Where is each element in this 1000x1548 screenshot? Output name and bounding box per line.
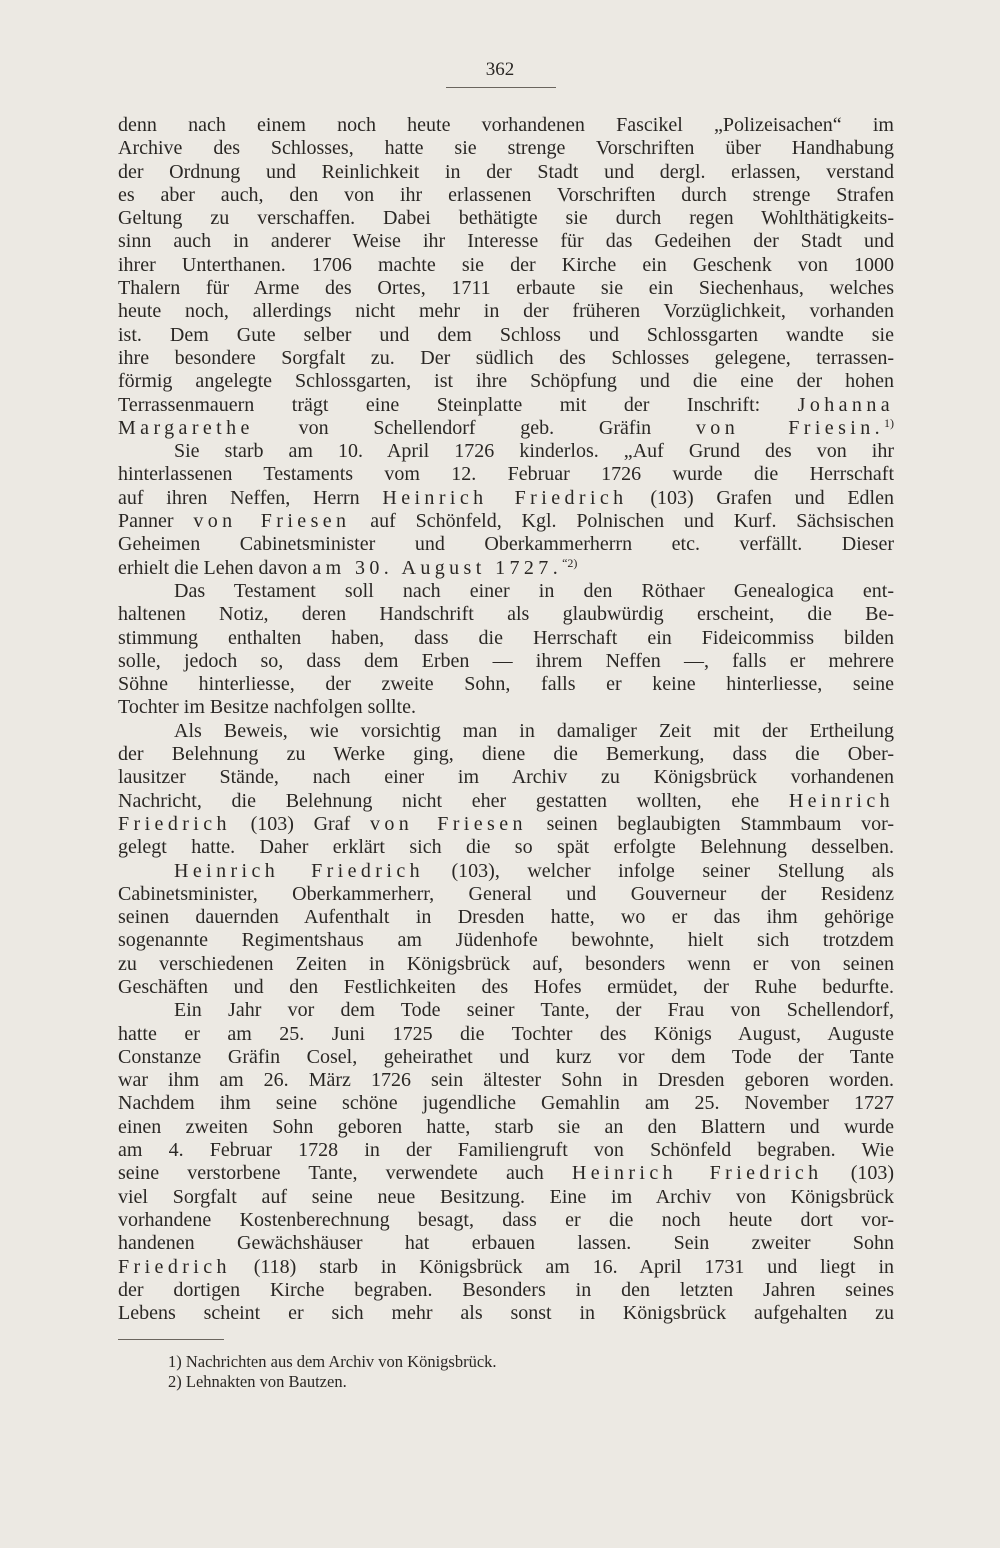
text-line: hinterlassenen Testaments vom 12. Februar 1726 wurde die Herrschaft [118,463,894,486]
text-line: Das Testament soll nach einer in den Röthaer Genealogica ent- [174,579,894,602]
text-line: sogenannte Regimentshaus am Jüdenhofe bewohnte, hielt sich trotzdem [118,929,894,952]
text-line: der dortigen Kirche begraben. Besonders in den letzten Jahren seines [118,1278,894,1301]
text-line: handenen Gewächshäuser hat erbauen lassen. Sein zweiter Sohn [118,1232,894,1255]
text-line: Sie starb am 10. April 1726 kinderlos. „Auf Grund des von ihr [174,440,894,463]
footnote-ref: 1) [884,415,895,430]
footnote-1: 1) Nachrichten aus dem Archiv von Königsbrück. [168,1352,497,1371]
text-line: Nachricht, die Belehnung nicht eher gestatten wollten, ehe Heinrich [118,789,895,812]
text-line: Geschäften und den Festlichkeiten des Hofes ermüdet, der Ruhe bedurfte. [118,975,894,998]
text-line: seinen dauernden Aufenthalt in Dresden hatte, wo er das ihm gehörige [118,906,894,929]
text-line: erhielt die Lehen davon am 30. August 1727.$^{“2)}$ [118,555,578,579]
text-line: haltenen Notiz, deren Handschrift als glaubwürdig erscheint, die Be- [118,603,894,626]
text-line: seine verstorbene Tante, verwendete auch Heinrich Friedrich (103) [118,1162,895,1185]
text-line: Söhne hinterliesse, der zweite Sohn, falls er keine hinterliesse, seine [118,673,894,696]
text-line: Cabinetsminister, Oberkammerherr, General und Gouverneur der Residenz [118,882,894,905]
text-line: Geltung zu verschaffen. Dabei bethätigte sie durch regen Wohlthätigkeits- [118,207,894,230]
text-line: Nachdem ihm seine schöne jugendliche Gemahlin am 25. November 1727 [118,1092,894,1115]
text-line: Constanze Gräfin Cosel, geheirathet und kurz vor dem Tode der Tante [118,1045,894,1068]
text-line: Margarethe von Schellendorf geb. Gräfin von Friesin.$^{1)}$ [118,415,895,439]
text-line: Geheimen Cabinetsminister und Oberkammerherrn etc. verfällt. Dieser [118,533,894,556]
text-line: viel Sorgfalt auf seine neue Besitzung. Eine im Archiv von Königsbrück [118,1185,894,1208]
text-line: sinn auch in anderer Weise ihr Interesse für das Gedeihen der Stadt und [118,230,894,253]
text-line: zu verschiedenen Zeiten in Königsbrück auf, besonders wenn er von seinen [118,952,894,975]
text-line: der Belehnung zu Werke ging, diene die Bemerkung, dass die Ober- [118,743,894,766]
text-line: stimmung enthalten haben, dass die Herrschaft ein Fideicommiss bilden [118,626,894,649]
header-rule [446,87,556,88]
text-line: förmig angelegte Schlossgarten, ist ihre Schöpfung und die eine der hohen [118,370,894,393]
text-line: Archive des Schlosses, hatte sie strenge Vorschriften über Handhabung [118,137,894,160]
text-line: Friedrich (103) Graf von Friesen seinen beglaubigten Stammbaum vor- [118,812,895,835]
text-line: war ihm am 26. März 1726 sein ältester Sohn in Dresden geboren worden. [118,1069,894,1092]
text-line: einen zweiten Sohn geboren hatte, starb sie an den Blattern und wurde [118,1115,894,1138]
text-line: gelegt hatte. Daher erklärt sich die so spät erfolgte Belehnung desselben. [118,836,894,859]
footnote-2: 2) Lehnakten von Bautzen. [168,1372,347,1391]
footnote-ref: “2) [562,555,578,570]
text-line: am 4. Februar 1728 in der Familiengruft von Schönfeld begraben. Wie [118,1139,894,1162]
text-line: Ein Jahr vor dem Tode seiner Tante, der Frau von Schellendorf, [174,999,894,1022]
text-line: hatte er am 25. Juni 1725 die Tochter des Königs August, Auguste [118,1022,894,1045]
text-line: Panner von Friesen auf Schönfeld, Kgl. Polnischen und Kurf. Sächsischen [118,510,895,533]
text-line: Lebens scheint er sich mehr als sonst in Königsbrück aufgehalten zu [118,1302,894,1325]
text-line: Terrassenmauern trägt eine Steinplatte mit der Inschrift: Johanna [118,393,895,416]
text-line: Tochter im Besitze nachfolgen sollte. [118,696,416,719]
text-line: heute noch, allerdings nicht mehr in der früheren Vorzüglichkeit, vorhanden [118,300,894,323]
footnotes [168,1352,497,1392]
text-line: Heinrich Friedrich (103), welcher infolge seiner Stellung als [174,859,894,882]
text-line: Friedrich (118) starb in Königsbrück am 16. April 1731 und liegt in [118,1255,894,1278]
body-text [118,114,894,1325]
page-number: 362 [485,59,515,80]
text-line: ihrer Unterthanen. 1706 machte sie der Kirche ein Geschenk von 1000 [118,253,894,276]
footnote-rule [118,1339,224,1340]
text-line: solle, jedoch so, dass dem Erben — ihrem Neffen —, falls er mehrere [118,649,894,672]
text-line: ihre besondere Sorgfalt zu. Der südlich des Schlosses gelegene, terrassen- [118,346,894,369]
text-line: auf ihren Neffen, Herrn Heinrich Friedrich (103) Grafen und Edlen [118,486,894,509]
text-line: denn nach einem noch heute vorhandenen Fascikel „Polizeisachen“ im [118,114,894,136]
text-line: lausitzer Stände, nach einer im Archiv zu Königsbrück vorhandenen [118,766,894,789]
text-line: Thalern für Arme des Ortes, 1711 erbaute sie ein Siechenhaus, welches [118,277,894,300]
text-line: vorhandene Kostenberechnung besagt, dass er die noch heute dort vor- [118,1208,894,1231]
text-line: es aber auch, den von ihr erlassenen Vorschriften durch strenge Strafen [118,183,894,206]
text-line: der Ordnung und Reinlichkeit in der Stadt und dergl. erlassen, verstand [118,160,894,183]
text-line: ist. Dem Gute selber und dem Schloss und Schlossgarten wandte sie [118,323,894,346]
text-line: Als Beweis, wie vorsichtig man in damaliger Zeit mit der Ertheilung [174,719,894,742]
